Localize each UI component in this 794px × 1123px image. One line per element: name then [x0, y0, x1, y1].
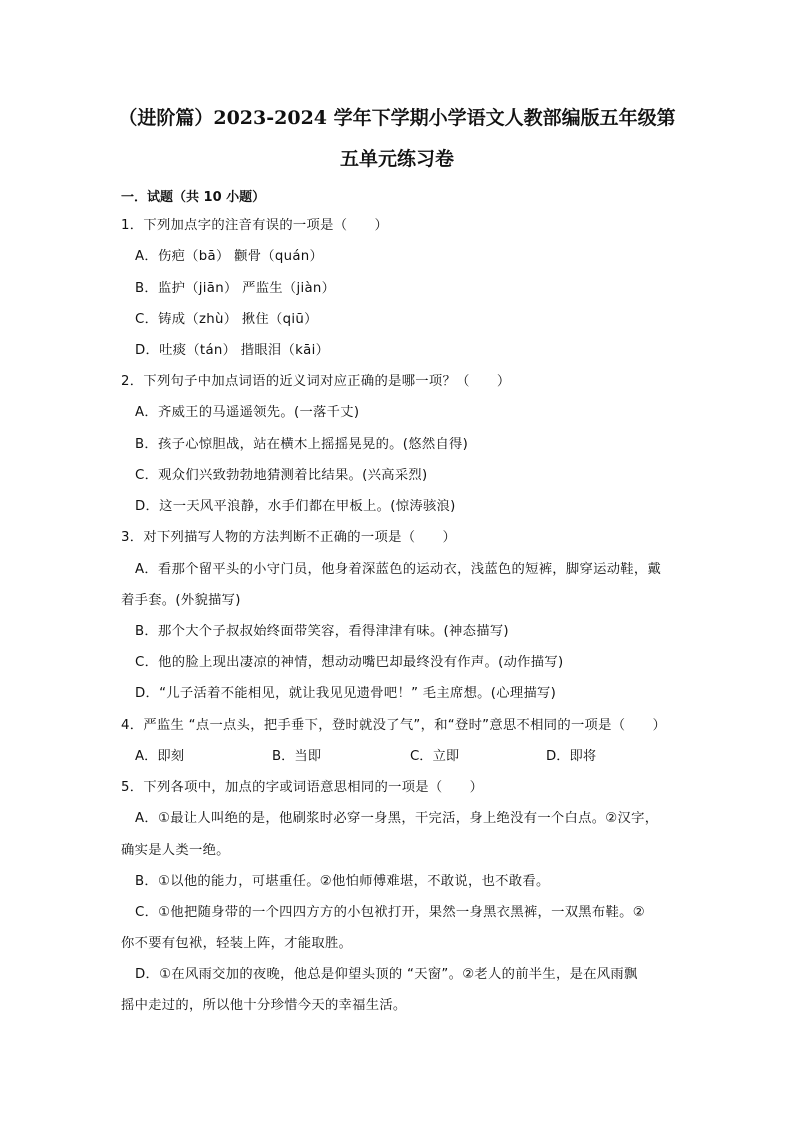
question-3-option-c: C．他的脸上现出凄凉的神情，想动动嘴巴却最终没有作声。(动作描写) [135, 655, 564, 670]
question-2-option-c: C．观众们兴致勃勃地猜测着比结果。(兴高采烈) [135, 468, 428, 483]
question-4-option-d: D．即将 [546, 749, 597, 764]
question-1-option-d: D．吐痰（tán） 揩眼泪（kāi） [135, 343, 330, 358]
question-3-option-d: D．“儿子活着不能相见，就让我见见遗骨吧！” 毛主席想。(心理描写) [135, 686, 557, 701]
question-5-option-a-cont: 确实是人类一绝。 [121, 843, 230, 858]
question-5-option-d: D．①在风雨交加的夜晚，他总是仰望头顶的 “天窗”。②老人的前半生，是在风雨飘 [135, 967, 638, 982]
question-5-option-a: A．①最让人叫绝的是，他刷浆时必穿一身黑，干完活，身上绝没有一个白点。②汉字， [135, 811, 659, 826]
question-3-option-a-cont: 着手套。(外貌描写) [121, 593, 241, 608]
question-3-option-b: B．那个大个子叔叔始终面带笑容，看得津津有味。(神态描写) [135, 624, 509, 639]
question-4-option-b: B．当即 [272, 749, 322, 764]
question-2-option-b: B．孩子心惊胆战，站在横木上摇摇晃晃的。(悠然自得) [135, 437, 469, 452]
question-4-stem: 4．严监生 “点一点头，把手垂下，登时就没了气”，和“登时”意思不相同的一项是（ ） [121, 718, 667, 733]
question-5-option-c-cont: 你不要有包袱，轻装上阵，才能取胜。 [121, 936, 353, 951]
question-5-option-c: C．①他把随身带的一个四四方方的小包袱打开，果然一身黑衣黑裤，一双黑布鞋。② [135, 905, 645, 920]
question-1-option-a: A．伤疤（bā） 颧骨（quán） [135, 249, 324, 264]
question-3-stem: 3．对下列描写人物的方法判断不正确的一项是（ ） [121, 530, 457, 545]
question-3-option-a: A．看那个留平头的小守门员，他身着深蓝色的运动衣，浅蓝色的短裤，脚穿运动鞋，戴 [135, 562, 662, 577]
question-4-option-c: C．立即 [410, 749, 460, 764]
exam-title-line-2: 五单元练习卷 [339, 148, 454, 170]
section-heading: 一．试题（共 10 小题） [121, 190, 266, 205]
question-1-stem: 1．下列加点字的注音有误的一项是（ ） [121, 218, 389, 233]
question-1-option-c: C．铸成（zhù） 揪住（qiū） [135, 312, 318, 327]
question-2-option-d: D．这一天风平浪静，水手们都在甲板上。(惊涛骇浪) [135, 499, 456, 514]
question-2-stem: 2．下列句子中加点词语的近义词对应正确的是哪一项？（ ） [121, 374, 511, 389]
exam-title-line-1: （进阶篇）2023-2024 学年下学期小学语文人教部编版五年级第 [118, 107, 676, 129]
question-5-option-d-cont: 摇中走过的，所以他十分珍惜今天的幸福生活。 [121, 998, 407, 1013]
question-4-option-a: A．即刻 [135, 749, 184, 764]
question-2-option-a: A．齐威王的马遥遥领先。(一落千丈) [135, 405, 360, 420]
question-5-stem: 5．下列各项中，加点的字或词语意思相同的一项是（ ） [121, 780, 484, 795]
question-1-option-b: B．监护（jiān） 严监生（jiàn） [135, 281, 336, 296]
question-5-option-b: B．①以他的能力，可堪重任。②他怕师傅难堪，不敢说，也不敢看。 [135, 874, 550, 889]
